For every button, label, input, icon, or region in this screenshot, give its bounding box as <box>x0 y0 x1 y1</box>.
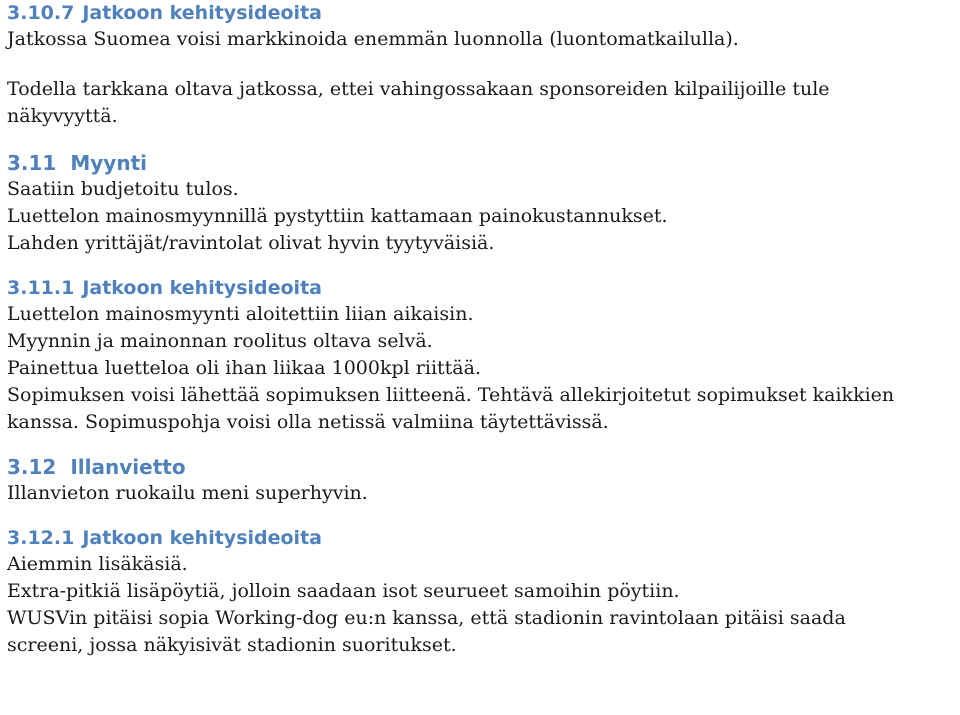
section-title: Jatkoon kehitysideoita <box>82 277 322 299</box>
paragraph: Aiemmin lisäkäsiä. <box>7 553 188 575</box>
paragraph: Illanvieton ruokailu meni superhyvin. <box>7 482 368 504</box>
section-heading-3-10-7 <box>7 0 957 26</box>
section-number: 3.11.1 <box>7 277 75 299</box>
paragraph: Painettua luetteloa oli ihan liikaa 1000kpl riittää. <box>7 357 481 379</box>
paragraph: Luettelon mainosmyynti aloitettiin liian aikaisin. <box>7 303 474 325</box>
paragraph: Saatiin budjetoitu tulos. <box>7 178 239 200</box>
section-title: Illanvietto <box>70 455 186 479</box>
section-heading-3-12 <box>7 454 957 480</box>
section-title: Myynti <box>70 151 147 175</box>
section-number: 3.12.1 <box>7 527 75 549</box>
document-page <box>7 0 957 659</box>
paragraph: Todella tarkkana oltava jatkossa, ettei vahingossakaan sponsoreiden kilpailijoille tule näkyvyyttä. <box>7 78 830 127</box>
paragraph: Luettelon mainosmyynnillä pystyttiin kattamaan painokustannukset. <box>7 205 668 227</box>
paragraph: Myynnin ja mainonnan roolitus oltava selvä. <box>7 330 433 352</box>
paragraph: WUSVin pitäisi sopia Working-dog eu:n kanssa, että stadionin ravintolaan pitäisi saada screeni, jossa näkyisivät stadionin suoritukset. <box>7 607 846 656</box>
section-heading-3-11-1 <box>7 275 957 301</box>
section-heading-3-11 <box>7 150 957 176</box>
section-number: 3.10.7 <box>7 2 75 24</box>
section-heading-3-12-1 <box>7 525 957 551</box>
paragraph: Lahden yrittäjät/ravintolat olivat hyvin tyytyväisiä. <box>7 232 495 254</box>
paragraph: Jatkossa Suomea voisi markkinoida enemmän luonnolla (luontomatkailulla). <box>7 28 739 50</box>
paragraph: Extra-pitkiä lisäpöytiä, jolloin saadaan isot seurueet samoihin pöytiin. <box>7 580 680 602</box>
section-number: 3.12 <box>7 455 57 479</box>
section-title: Jatkoon kehitysideoita <box>82 2 322 24</box>
section-number: 3.11 <box>7 151 57 175</box>
paragraph: Sopimuksen voisi lähettää sopimuksen liitteenä. Tehtävä allekirjoitetut sopimukset kaikkien kanssa. Sopimuspohja voisi olla netissä valmiina täytettävissä. <box>7 384 895 433</box>
section-title: Jatkoon kehitysideoita <box>82 527 322 549</box>
